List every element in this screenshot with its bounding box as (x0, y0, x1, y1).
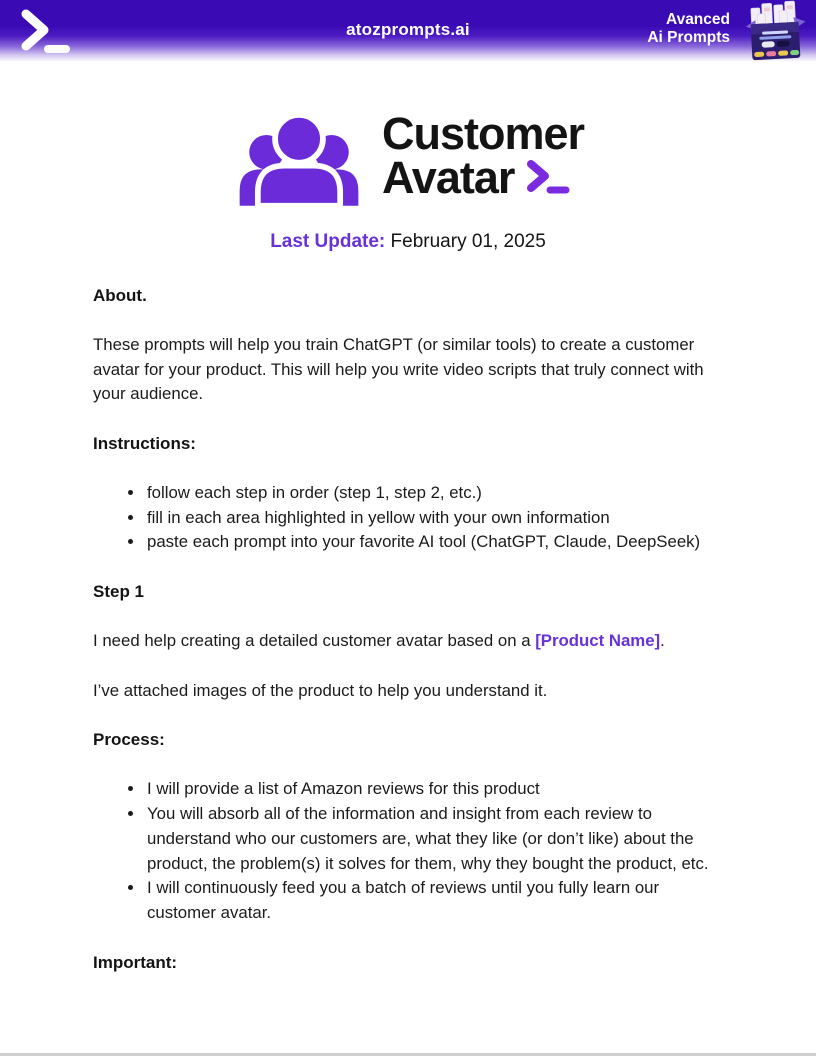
logo-line2: Avatar (381, 152, 515, 203)
list-item: • I will provide a list of Amazon reviews for this product (145, 777, 725, 802)
list-item: • follow each step in order (step 1, step 2, etc.) (145, 481, 725, 506)
last-update-value: February 01, 2025 (390, 231, 546, 252)
about-heading: About. (93, 286, 147, 305)
logo-title (381, 107, 585, 203)
product-box-image (740, 0, 811, 63)
people-group-icon (232, 106, 366, 206)
terminal-prompt-icon (18, 8, 70, 54)
step1-paragraph2: I’ve attached images of the product to help you understand it. (93, 680, 548, 700)
process-list (93, 777, 725, 925)
list-item: • fill in each area highlighted in yellow with your own information (145, 506, 725, 531)
process-heading: Process: (93, 730, 165, 750)
about-paragraph: These prompts will help you train ChatGPT (or similar tools) to create a customer avatar for your product. This will help you write video scripts that truly connect with your audience. (93, 334, 704, 404)
badge-text (647, 11, 730, 48)
product-name-placeholder: [Product Name] (535, 631, 661, 651)
logo (0, 106, 816, 206)
important-heading: Important: (93, 952, 178, 972)
header-banner (0, 0, 816, 62)
step1-heading: Step 1 (93, 582, 145, 602)
step1-text-prefix: I need help creating a detailed customer avatar based on a (93, 631, 536, 651)
step1-paragraph (93, 629, 725, 654)
badge-line2: Ai Prompts (647, 29, 730, 47)
last-update (0, 231, 816, 253)
list-item: • paste each prompt into your favorite AI tool (ChatGPT, Claude, DeepSeek) (145, 530, 725, 555)
site-title: atozprompts.ai (346, 20, 470, 39)
badge-line1: Avanced (665, 11, 730, 28)
instructions-list (93, 481, 725, 555)
last-update-label: Last Update: (270, 231, 386, 252)
step1-text-suffix: . (660, 631, 665, 651)
logo-line1: Customer (381, 107, 585, 159)
instructions-heading: Instructions: (93, 434, 196, 454)
terminal-prompt-icon-small (526, 159, 570, 195)
list-item: • I will continuously feed you a batch of reviews until you fully learn our customer avatar. (145, 876, 725, 925)
list-item: • You will absorb all of the information and insight from each review to understand who our customers are, what they like (or don’t like) about the product, the problem(s) it solves for them, why they bought the product, etc. (145, 802, 725, 876)
document-body (93, 284, 725, 976)
